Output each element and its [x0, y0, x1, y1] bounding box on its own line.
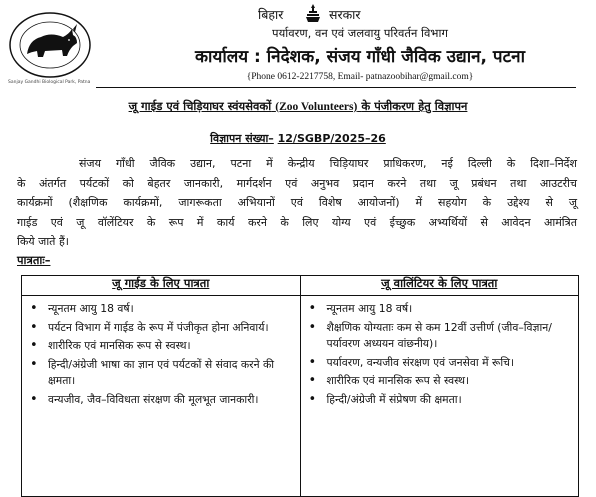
advertisement-number-label: विज्ञापन संख्या–	[210, 132, 274, 145]
list-item: • शारीरिक एवं मानसिक रूप से स्वस्थ।	[327, 373, 567, 390]
paragraph-line: के अंतर्गत पर्यटकों को बेहतर जानकारी, मार्गदर्शन एवं अनुभव प्रदान करने तथा जू प्रबंधन तथा आउटरीच	[17, 176, 577, 190]
list-item: • पर्यटन विभाग में गाईड के रूप में पंजीकृत होना अनिवार्य।	[48, 320, 288, 337]
state-name: बिहार	[258, 7, 284, 22]
list-item: • शैक्षणिक योग्यताः कम से कम 12वीं उत्तीर्ण (जीव–विज्ञान/पर्यावरण अध्ययन वांछनीय)।	[327, 320, 567, 353]
guide-eligibility-cell	[22, 296, 301, 497]
volunteer-eligibility-header: जू वालिंटियर के लिए पात्रता	[300, 276, 579, 296]
paragraph-line: संजय गाँधी जैविक उद्यान, पटना में केन्द्रीय चिड़ियाघर प्राधिकरण, नई दिल्ली के दिशा–निर्देश	[79, 157, 577, 170]
guide-eligibility-header: जू गाईड के लिए पात्रता	[22, 276, 301, 296]
notice-title-english: (Zoo Volunteers)	[275, 101, 358, 113]
list-item: • न्यूनतम आयु 18 वर्ष।	[48, 301, 288, 318]
logo-caption: Sanjay Gandhi Biological Park, Patna	[8, 80, 91, 85]
office-title: कार्यालय : निदेशक, संजय गाँधी जैविक उद्यान, पटना	[195, 47, 525, 67]
advertisement-number	[0, 131, 596, 146]
guide-eligibility-list	[22, 296, 300, 408]
eligibility-table	[21, 275, 579, 497]
volunteer-eligibility-list	[301, 296, 579, 408]
list-item: • हिन्दी/अंग्रेजी भाषा का ज्ञान एवं पर्यटकों से संवाद करने की क्षमता।	[48, 357, 288, 390]
notice-title	[0, 99, 596, 114]
list-item: • न्यूनतम आयु 18 वर्ष।	[327, 301, 567, 318]
notice-title-hindi-part1: जू गाईड एवं चिड़ियाघर स्वंयसेवकों	[128, 99, 272, 113]
paragraph-line: कार्यक्रमों (शैक्षणिक कार्यक्रमों, जागरूकता अभियानों एवं विशेष आयोजनों) में सहयोग के उद्देश्य से जू	[17, 196, 577, 209]
paragraph-line: किये जाते हैं।	[17, 235, 69, 248]
sgbp-rhino-logo	[7, 10, 93, 80]
list-item: • हिन्दी/अंग्रेजी में संप्रेषण की क्षमता।	[327, 392, 567, 409]
list-item: • शारीरिक एवं मानसिक रूप से स्वस्थ।	[48, 338, 288, 355]
department-name: पर्यावरण, वन एवं जलवायु परिवर्तन विभाग	[272, 26, 448, 40]
government-label: सरकार	[329, 7, 361, 22]
notice-title-hindi-part2: के पंजीकरण हेतु विज्ञापन	[361, 99, 468, 113]
paragraph-line: गाईड एवं जू वॉलेंटियर के रूप में कार्य करने के लिए योग्य एवं ईच्छुक अभ्यर्थियों से आवेदन आमंत्रित	[17, 215, 577, 229]
notice-paragraph	[17, 154, 577, 252]
eligibility-heading: पात्रताः–	[17, 253, 51, 267]
contact-info: {Phone 0612-2217758, Email- patnazoobihar@gmail.com}	[246, 72, 474, 82]
volunteer-eligibility-cell	[300, 296, 579, 497]
list-item: • पर्यावरण, वन्यजीव संरक्षण एवं जनसेवा में रूचि।	[327, 355, 567, 372]
advertisement-number-value: 12/SGBP/2025–26	[277, 132, 386, 145]
list-item: • वन्यजीव, जैव–विविधता संरक्षण की मूलभूत जानकारी।	[48, 392, 288, 409]
header-divider	[96, 87, 576, 88]
state-emblem-icon	[303, 3, 323, 23]
